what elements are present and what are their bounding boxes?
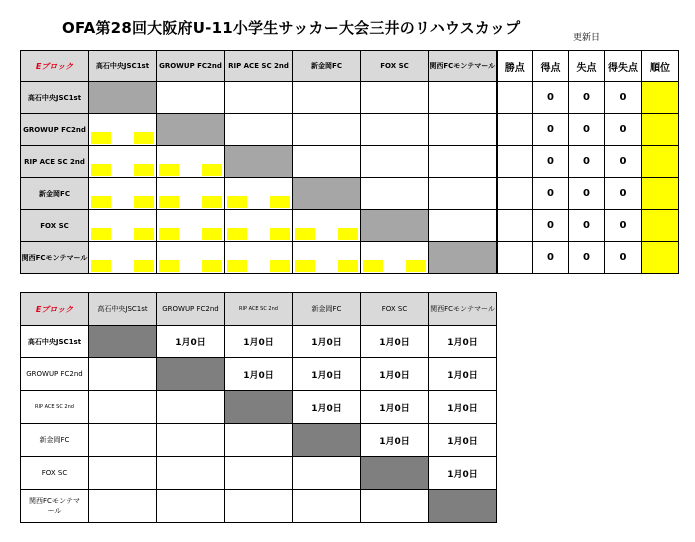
schedule-date-cell: 1月0日 xyxy=(293,391,361,424)
updated-date-label: 更新日 xyxy=(573,33,601,43)
schedule-date-cell: 1月0日 xyxy=(429,358,497,391)
results-row xyxy=(21,210,679,242)
result-cell xyxy=(293,114,361,146)
result-cell xyxy=(429,178,497,210)
results-row xyxy=(21,82,679,114)
schedule-diagonal-cell xyxy=(293,424,361,457)
schedule-empty-cell xyxy=(89,424,157,457)
schedule-row xyxy=(21,358,497,391)
stat-header-goal-diff: 得失点 xyxy=(605,51,642,82)
schedule-block-label-cell xyxy=(21,293,89,326)
schedule-row-team: GROWUP FC2nd xyxy=(21,358,89,391)
schedule-col-header: FOX SC xyxy=(361,293,429,326)
schedule-date-cell: 1月0日 xyxy=(361,326,429,358)
schedule-empty-cell xyxy=(157,490,225,523)
schedule-date-cell: 1月0日 xyxy=(429,424,497,457)
schedule-row xyxy=(21,490,497,523)
highlight-marker xyxy=(91,132,111,144)
points-cell xyxy=(497,146,533,178)
schedule-date-cell: 1月0日 xyxy=(293,358,361,391)
schedule-empty-cell xyxy=(361,490,429,523)
results-diagonal-cell xyxy=(293,178,361,210)
goals-against-cell: 0 xyxy=(569,242,605,274)
schedule-date-cell: 1月0日 xyxy=(225,358,293,391)
schedule-empty-cell xyxy=(293,490,361,523)
goal-diff-cell: 0 xyxy=(605,242,642,274)
result-cell xyxy=(293,210,361,242)
results-row-team: 新金岡FC xyxy=(21,178,89,210)
highlight-marker xyxy=(202,164,222,176)
results-row-team: 高石中央JSC1st xyxy=(21,82,89,114)
schedule-empty-cell xyxy=(89,457,157,490)
schedule-diagonal-cell xyxy=(157,358,225,391)
result-cell xyxy=(225,114,293,146)
schedule-row-team: 新金岡FC xyxy=(21,424,89,457)
highlight-marker xyxy=(227,260,247,272)
highlight-marker xyxy=(202,260,222,272)
stat-header-goals-for: 得点 xyxy=(533,51,569,82)
schedule-date-cell: 1月0日 xyxy=(361,424,429,457)
results-diagonal-cell xyxy=(225,146,293,178)
goals-for-cell: 0 xyxy=(533,242,569,274)
result-cell xyxy=(157,242,225,274)
result-cell xyxy=(157,146,225,178)
schedule-row-team: FOX SC xyxy=(21,457,89,490)
result-cell xyxy=(361,114,429,146)
highlight-marker xyxy=(159,196,179,208)
schedule-empty-cell xyxy=(157,391,225,424)
schedule-diagonal-cell xyxy=(89,326,157,358)
schedule-row xyxy=(21,326,497,358)
result-cell xyxy=(157,178,225,210)
highlight-marker xyxy=(270,196,290,208)
result-cell xyxy=(361,82,429,114)
goal-diff-cell: 0 xyxy=(605,210,642,242)
highlight-marker xyxy=(270,228,290,240)
highlight-marker xyxy=(295,260,315,272)
goal-diff-cell: 0 xyxy=(605,82,642,114)
results-diagonal-cell xyxy=(361,210,429,242)
result-cell xyxy=(429,114,497,146)
points-cell xyxy=(497,82,533,114)
highlight-marker xyxy=(91,260,111,272)
schedule-empty-cell xyxy=(157,424,225,457)
highlight-marker xyxy=(134,260,154,272)
goal-diff-cell: 0 xyxy=(605,178,642,210)
rank-cell xyxy=(642,178,679,210)
goals-against-cell: 0 xyxy=(569,114,605,146)
highlight-marker xyxy=(159,260,179,272)
result-cell xyxy=(89,242,157,274)
schedule-diagonal-cell xyxy=(225,391,293,424)
results-col-header: 新金岡FC xyxy=(293,51,361,82)
highlight-marker xyxy=(202,196,222,208)
result-cell xyxy=(293,146,361,178)
result-cell xyxy=(89,114,157,146)
schedule-empty-cell xyxy=(225,457,293,490)
results-diagonal-cell xyxy=(429,242,497,274)
schedule-date-cell: 1月0日 xyxy=(361,391,429,424)
result-cell xyxy=(429,82,497,114)
schedule-table xyxy=(20,292,497,523)
goals-for-cell: 0 xyxy=(533,210,569,242)
goals-for-cell: 0 xyxy=(533,114,569,146)
result-cell xyxy=(429,210,497,242)
result-cell xyxy=(361,178,429,210)
schedule-date-cell: 1月0日 xyxy=(429,326,497,358)
goals-for-cell: 0 xyxy=(533,178,569,210)
results-diagonal-cell xyxy=(157,114,225,146)
results-block-label: Eブロック xyxy=(35,61,74,71)
schedule-row xyxy=(21,457,497,490)
rank-cell xyxy=(642,82,679,114)
schedule-col-header: 高石中央JSC1st xyxy=(89,293,157,326)
highlight-marker xyxy=(270,260,290,272)
results-row-team: RIP ACE SC 2nd xyxy=(21,146,89,178)
result-cell xyxy=(361,146,429,178)
schedule-row-team: 高石中央JSC1st xyxy=(21,326,89,358)
page-title: OFA第28回大阪府U-11小学生サッカー大会三井のリハウスカップ xyxy=(62,19,521,37)
schedule-diagonal-cell xyxy=(361,457,429,490)
goals-against-cell: 0 xyxy=(569,210,605,242)
schedule-empty-cell xyxy=(89,391,157,424)
results-row-team: FOX SC xyxy=(21,210,89,242)
schedule-diagonal-cell xyxy=(429,490,497,523)
highlight-marker xyxy=(159,164,179,176)
rank-cell xyxy=(642,242,679,274)
stat-header-goals-against: 失点 xyxy=(569,51,605,82)
result-cell xyxy=(89,178,157,210)
result-cell xyxy=(157,210,225,242)
schedule-col-header: RIP ACE SC 2nd xyxy=(225,293,293,326)
results-col-header: FOX SC xyxy=(361,51,429,82)
results-row xyxy=(21,242,679,274)
highlight-marker xyxy=(91,164,111,176)
schedule-date-cell: 1月0日 xyxy=(429,457,497,490)
schedule-empty-cell xyxy=(89,358,157,391)
schedule-row xyxy=(21,424,497,457)
points-cell xyxy=(497,114,533,146)
highlight-marker xyxy=(134,164,154,176)
goals-against-cell: 0 xyxy=(569,146,605,178)
result-cell xyxy=(89,146,157,178)
schedule-empty-cell xyxy=(225,424,293,457)
highlight-marker xyxy=(406,260,426,272)
schedule-date-cell: 1月0日 xyxy=(225,326,293,358)
schedule-col-header: 関西FCモンテマール xyxy=(429,293,497,326)
highlight-marker xyxy=(159,228,179,240)
highlight-marker xyxy=(134,132,154,144)
results-row xyxy=(21,178,679,210)
schedule-block-label: Eブロック xyxy=(35,304,74,314)
highlight-marker xyxy=(227,196,247,208)
schedule-row-team: 関西FCモンテマール xyxy=(21,490,89,523)
rank-cell xyxy=(642,146,679,178)
points-cell xyxy=(497,178,533,210)
goals-against-cell: 0 xyxy=(569,178,605,210)
results-col-header: 関西FCモンテマール xyxy=(429,51,497,82)
results-col-header: GROWUP FC2nd xyxy=(157,51,225,82)
highlight-marker xyxy=(338,260,358,272)
goals-against-cell: 0 xyxy=(569,82,605,114)
schedule-date-cell: 1月0日 xyxy=(361,358,429,391)
schedule-col-header: GROWUP FC2nd xyxy=(157,293,225,326)
results-col-header: RIP ACE SC 2nd xyxy=(225,51,293,82)
results-row xyxy=(21,114,679,146)
results-block-label-cell xyxy=(21,51,89,82)
highlight-marker xyxy=(202,228,222,240)
highlight-marker xyxy=(338,228,358,240)
result-cell xyxy=(225,82,293,114)
goal-diff-cell: 0 xyxy=(605,146,642,178)
result-cell xyxy=(293,82,361,114)
schedule-row xyxy=(21,391,497,424)
points-cell xyxy=(497,242,533,274)
schedule-col-header: 新金岡FC xyxy=(293,293,361,326)
schedule-empty-cell xyxy=(293,457,361,490)
result-cell xyxy=(361,242,429,274)
highlight-marker xyxy=(91,196,111,208)
results-col-header: 高石中央JSC1st xyxy=(89,51,157,82)
goal-diff-cell: 0 xyxy=(605,114,642,146)
schedule-date-cell: 1月0日 xyxy=(157,326,225,358)
result-cell xyxy=(89,210,157,242)
highlight-marker xyxy=(134,228,154,240)
goals-for-cell: 0 xyxy=(533,146,569,178)
highlight-marker xyxy=(295,228,315,240)
results-row-team: 関西FCモンテマール xyxy=(21,242,89,274)
result-cell xyxy=(429,146,497,178)
result-cell xyxy=(225,178,293,210)
highlight-marker xyxy=(227,228,247,240)
result-cell xyxy=(293,242,361,274)
schedule-row-team: RIP ACE SC 2nd xyxy=(21,391,89,424)
results-row-team: GROWUP FC2nd xyxy=(21,114,89,146)
highlight-marker xyxy=(91,228,111,240)
stat-header-points: 勝点 xyxy=(497,51,533,82)
result-cell xyxy=(157,82,225,114)
goals-for-cell: 0 xyxy=(533,82,569,114)
schedule-date-cell: 1月0日 xyxy=(429,391,497,424)
schedule-empty-cell xyxy=(225,490,293,523)
schedule-date-cell: 1月0日 xyxy=(293,326,361,358)
results-diagonal-cell xyxy=(89,82,157,114)
points-cell xyxy=(497,210,533,242)
results-table xyxy=(20,50,679,274)
result-cell xyxy=(225,242,293,274)
schedule-empty-cell xyxy=(89,490,157,523)
highlight-marker xyxy=(134,196,154,208)
results-row xyxy=(21,146,679,178)
rank-cell xyxy=(642,210,679,242)
highlight-marker xyxy=(363,260,383,272)
schedule-empty-cell xyxy=(157,457,225,490)
stat-header-rank: 順位 xyxy=(642,51,679,82)
result-cell xyxy=(225,210,293,242)
rank-cell xyxy=(642,114,679,146)
